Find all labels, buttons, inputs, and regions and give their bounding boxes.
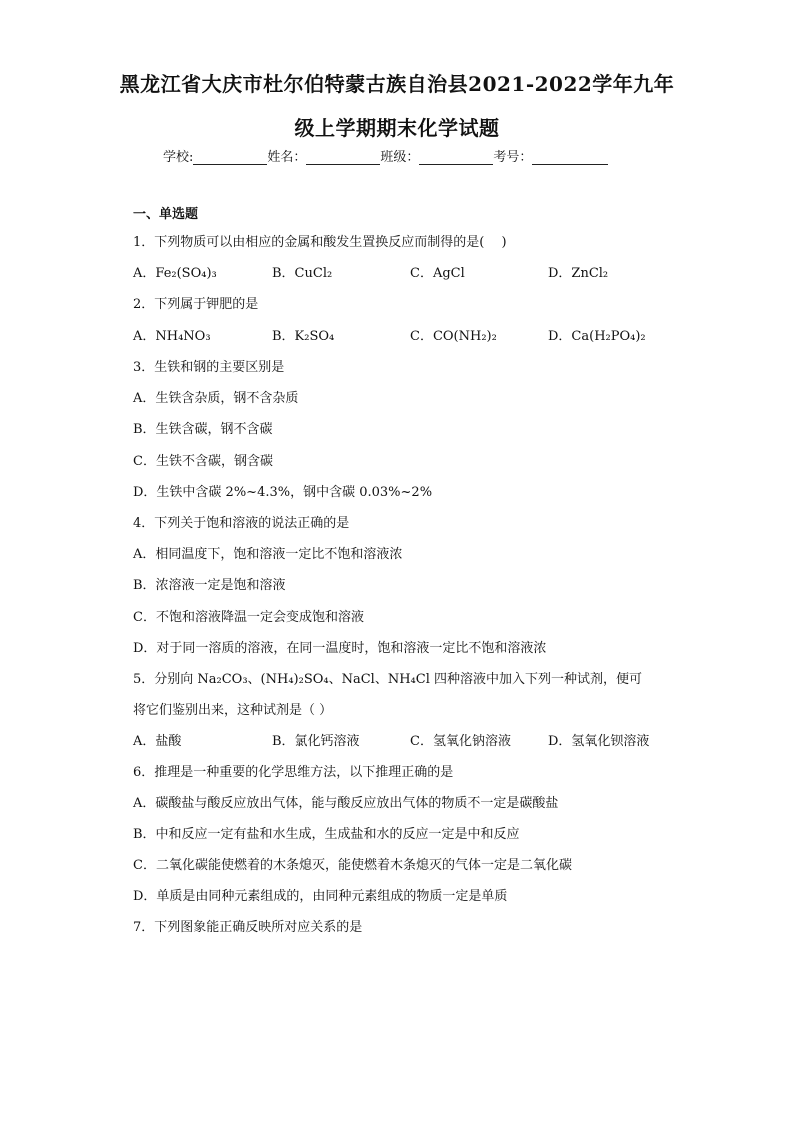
section-heading: 一、单选题 <box>133 207 199 222</box>
q5-option-b[interactable]: B．氯化钙溶液 <box>272 734 360 749</box>
q6-option-a[interactable]: A．碳酸盐与酸反应放出气体，能与酸反应放出气体的物质不一定是碳酸盐 <box>133 796 559 811</box>
q2-option-d[interactable]: D．Ca(H₂PO₄)₂ <box>548 329 646 344</box>
q2-stem: 2．下列属于钾肥的是 <box>133 297 259 312</box>
q1-option-b[interactable]: B．CuCl₂ <box>272 266 333 281</box>
q4-option-a[interactable]: A．相同温度下，饱和溶液一定比不饱和溶液浓 <box>133 547 403 562</box>
school-blank[interactable] <box>193 150 267 165</box>
q4-stem: 4．下列关于饱和溶液的说法正确的是 <box>133 516 350 531</box>
q3-option-a[interactable]: A．生铁含杂质，钢不含杂质 <box>133 391 299 406</box>
q2-option-b[interactable]: B．K₂SO₄ <box>272 329 335 344</box>
q5-option-d[interactable]: D．氢氧化钡溶液 <box>548 734 650 749</box>
name-blank[interactable] <box>306 150 380 165</box>
q3-option-b[interactable]: B．生铁含碳，钢不含碳 <box>133 422 273 437</box>
title-line-2: 级上学期期末化学试题 <box>294 116 500 140</box>
q6-option-c[interactable]: C．二氧化碳能使燃着的木条熄灭，能使燃着木条熄灭的气体一定是二氧化碳 <box>133 858 572 873</box>
school-label: 学校: <box>163 150 194 165</box>
q1-stem: 1．下列物质可以由相应的金属和酸发生置换反应而制得的是( ) <box>133 235 507 250</box>
q3-option-d[interactable]: D．生铁中含碳 2%~4.3%，钢中含碳 0.03%~2% <box>133 485 433 500</box>
q3-stem: 3．生铁和钢的主要区别是 <box>133 360 285 375</box>
q4-option-c[interactable]: C．不饱和溶液降温一定会变成饱和溶液 <box>133 610 364 625</box>
name-label: 姓名： <box>267 150 307 165</box>
q4-option-d[interactable]: D．对于同一溶质的溶液，在同一温度时，饱和溶液一定比不饱和溶液浓 <box>133 641 547 656</box>
q6-option-b[interactable]: B．中和反应一定有盐和水生成，生成盐和水的反应一定是中和反应 <box>133 827 520 842</box>
q3-option-c[interactable]: C．生铁不含碳，钢含碳 <box>133 454 273 469</box>
q1-option-a[interactable]: A．Fe₂(SO₄)₃ <box>133 266 217 281</box>
q1-option-c[interactable]: C．AgCl <box>410 266 465 281</box>
student-info-row <box>163 146 608 165</box>
title-line-1: 黑龙江省大庆市杜尔伯特蒙古族自治县2021-2022学年九年 <box>119 72 675 96</box>
q2-option-a[interactable]: A．NH₄NO₃ <box>133 329 211 344</box>
q5-stem-line-1: 5．分别向 Na₂CO₃、(NH₄)₂SO₄、NaCl、NH₄Cl 四种溶液中加入下列一种试剂，便可 <box>133 672 642 687</box>
q7-stem: 7．下列图象能正确反映所对应关系的是 <box>133 920 363 935</box>
q5-option-a[interactable]: A．盐酸 <box>133 734 182 749</box>
q5-option-c[interactable]: C．氢氧化钠溶液 <box>410 734 511 749</box>
exam-no-blank[interactable] <box>532 150 608 165</box>
class-blank[interactable] <box>419 150 493 165</box>
exam-no-label: 考号： <box>493 150 533 165</box>
q2-option-c[interactable]: C．CO(NH₂)₂ <box>410 329 497 344</box>
q6-stem: 6．推理是一种重要的化学思维方法，以下推理正确的是 <box>133 765 454 780</box>
q1-option-d[interactable]: D．ZnCl₂ <box>548 266 609 281</box>
q6-option-d[interactable]: D．单质是由同种元素组成的，由同种元素组成的物质一定是单质 <box>133 889 508 904</box>
q5-stem-line-2: 将它们鉴别出来，这种试剂是（ ） <box>133 703 333 718</box>
class-label: 班级： <box>380 150 420 165</box>
q4-option-b[interactable]: B．浓溶液一定是饱和溶液 <box>133 578 286 593</box>
